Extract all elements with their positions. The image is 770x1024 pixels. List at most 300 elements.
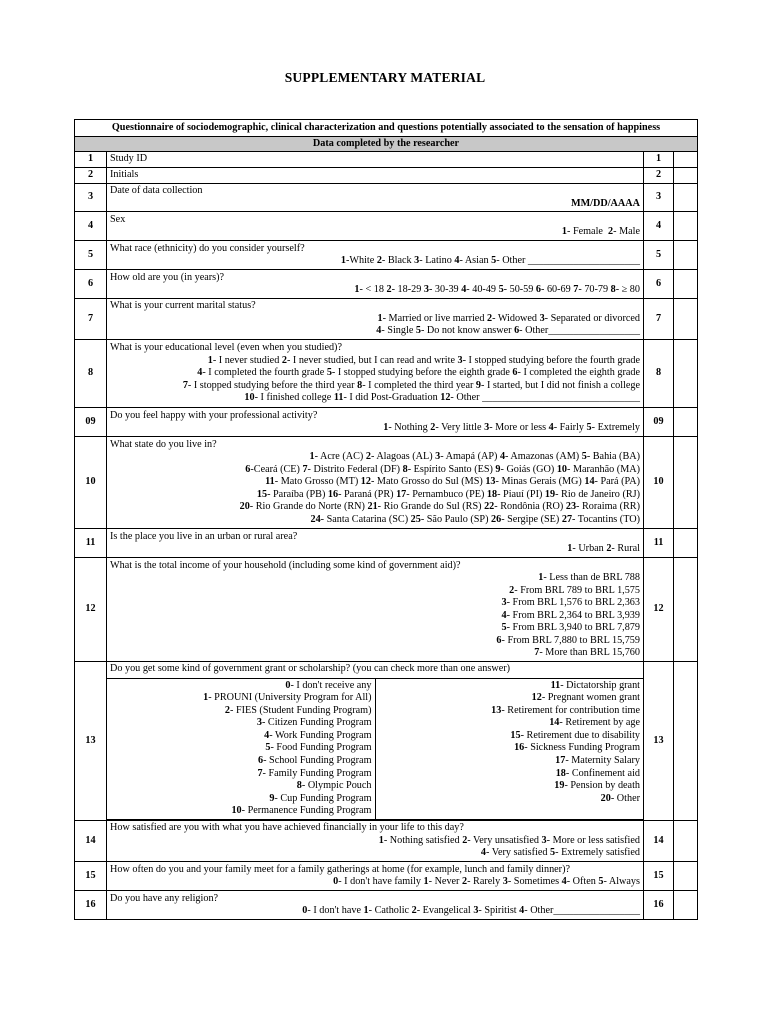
option-number: 4: [197, 367, 203, 379]
option-label: - More or less: [489, 422, 549, 433]
answer-box[interactable]: [674, 184, 698, 212]
row-number: 5: [75, 241, 107, 270]
option-number: 10: [244, 392, 255, 404]
option-number: 3: [414, 255, 420, 266]
option-label: - Cup Funding Program: [274, 792, 372, 804]
option-number: 4: [519, 905, 525, 917]
option-number: 0: [285, 679, 291, 691]
option-number: 7: [257, 767, 263, 779]
row-number: 11: [75, 529, 107, 558]
option-number: 1: [423, 876, 429, 888]
option-number: 3: [457, 354, 463, 366]
option-label: - Mato Grosso do Sul (MS): [370, 476, 486, 488]
answer-box[interactable]: [674, 437, 698, 529]
question-text: What race (ethnicity) do you consider yourself?: [110, 242, 305, 254]
option-number: 6: [512, 367, 518, 379]
option-label: - Widowed: [492, 312, 540, 324]
row-number-right: 15: [644, 862, 674, 891]
option-label: - I finished college: [254, 392, 334, 404]
option-label: - Other _______________________________: [450, 392, 640, 404]
question-text: Is the place you live in an urban or rural area?: [110, 530, 298, 542]
option-number: 2: [281, 354, 287, 366]
option-label: - Pension by death: [564, 780, 640, 792]
option-label: - ≥ 80: [615, 284, 640, 295]
option-number: 22: [484, 501, 495, 513]
row-number: 7: [75, 299, 107, 340]
option-label: - Married or live married: [382, 312, 487, 324]
option-number: 4: [499, 451, 506, 463]
option-label: - I never studied: [212, 354, 282, 366]
option-label: - Fairly: [553, 422, 587, 433]
option-number: 9: [269, 792, 275, 804]
option-label: - Sometimes: [507, 876, 562, 888]
option-label: - Rural: [611, 543, 640, 554]
option-label: - I stopped studying before the third year: [187, 379, 358, 391]
question-text: How often do you and your family meet for a family gatherings at home (for example, lunch and family dinner)?: [110, 863, 570, 875]
option-number: 1: [378, 834, 384, 846]
row-number-right: 4: [644, 212, 674, 241]
option-number: 5: [586, 422, 592, 433]
option-number: 14: [584, 476, 595, 488]
option-number: 2: [430, 422, 436, 433]
option-number: 5: [598, 876, 604, 888]
option-label: - Always: [603, 876, 640, 888]
option-label: - Amazonas (AM): [505, 451, 582, 463]
option-number: 3: [423, 284, 429, 295]
answer-options: [110, 392, 640, 405]
question-text: What is the total income of your household (including some kind of government aid)?: [110, 559, 461, 571]
option-label: - Very unsatisfied: [467, 834, 542, 846]
option-number: 4: [480, 847, 486, 859]
option-label: - Asian: [459, 255, 492, 266]
question-text: How old are you (in years)?: [110, 271, 225, 283]
option-label: - Often: [566, 876, 599, 888]
option-label: - Less than de BRL 788: [543, 572, 640, 583]
question-text: Sex: [110, 213, 126, 225]
option-label: - Other__________________: [519, 325, 640, 337]
row-number-right: 13: [644, 662, 674, 821]
option-label: - 40-49: [466, 284, 499, 295]
option-number: 1: [354, 284, 360, 295]
option-label: - Extremely: [591, 422, 640, 433]
option-number: 0: [333, 876, 339, 888]
option-number: 16: [327, 488, 339, 500]
row-number-right: 3: [644, 184, 674, 212]
option-label: - Extremely satisfied: [555, 847, 640, 859]
option-number: 20: [600, 792, 611, 804]
section-heading: Data completed by the researcher: [75, 137, 698, 152]
option-number: 0: [302, 905, 308, 917]
question-text: What is your educational level (even when you studied)?: [110, 342, 342, 354]
answer-options: [110, 284, 640, 297]
option-label: - Maternity Salary: [565, 755, 640, 767]
answer-box[interactable]: [674, 152, 698, 168]
answer-options: [110, 464, 640, 477]
list-item: [110, 692, 372, 705]
option-label: - I started, but I did not finish a college: [481, 379, 640, 391]
option-number: 5: [498, 284, 504, 295]
answer-box[interactable]: [674, 891, 698, 920]
option-number: 1: [207, 354, 213, 366]
option-label: - From BRL 1,576 to BRL 2,363: [506, 597, 640, 608]
option-number: 2: [606, 543, 612, 554]
grant-options-table: [107, 678, 643, 821]
option-label: - Permanence Funding Program: [241, 805, 372, 817]
list-item: [379, 680, 641, 693]
option-label: - Dictatorship grant: [560, 679, 640, 691]
option-number: 9: [475, 379, 481, 391]
row-number: 16: [75, 891, 107, 920]
option-label: - From BRL 3,940 to BRL 7,879: [506, 622, 640, 633]
option-label: - Single: [381, 325, 416, 337]
list-item: [379, 793, 641, 806]
option-number: 12: [360, 476, 371, 488]
option-number: 2: [486, 312, 493, 324]
question-text: Initials: [107, 168, 644, 184]
option-label: - Santa Catarina (SC): [320, 513, 411, 525]
option-number: 5: [415, 325, 421, 337]
questionnaire-table: [74, 119, 698, 920]
option-label: - I don't have family: [338, 876, 424, 888]
option-label: - Retirement by age: [559, 717, 640, 729]
option-label: - Family Funding Program: [262, 767, 372, 779]
income-options: [110, 572, 640, 660]
option-label: - Other_________________: [524, 905, 640, 917]
answer-options: [110, 380, 640, 393]
option-number: 10: [556, 463, 568, 475]
option-label: - Other: [610, 792, 640, 804]
option-label: - Retirement for contribution time: [501, 704, 640, 716]
option-label: - Rarely: [467, 876, 503, 888]
option-number: 1: [383, 422, 389, 433]
option-number: 2: [462, 876, 468, 888]
option-label: - Very little: [435, 422, 485, 433]
list-item: [110, 755, 372, 768]
option-number: 25: [410, 513, 421, 525]
option-label: - I stopped studying before the fourth grade: [462, 354, 640, 366]
row-number: 1: [75, 152, 107, 168]
answer-box[interactable]: [674, 340, 698, 408]
option-label: - Pernambuco (PE): [406, 488, 487, 500]
option-label: - From BRL 7,880 to BRL 15,759: [501, 634, 640, 646]
option-number: 5: [550, 847, 556, 859]
option-label: -Ceará (CE): [250, 463, 303, 475]
option-label: - Rio Grande do Norte (RN): [249, 501, 368, 513]
option-number: 3: [473, 905, 479, 917]
option-label: - 70-79: [578, 284, 611, 295]
row-number: 13: [75, 662, 107, 821]
row-number-right: 6: [644, 270, 674, 299]
option-label: - Rondônia (RO): [494, 501, 566, 513]
option-number: 21: [367, 501, 378, 513]
date-format: MM/DD/AAAA: [570, 197, 640, 209]
option-label: - Maranhão (MA): [567, 463, 640, 475]
row-number: 2: [75, 168, 107, 184]
option-number: 12: [440, 392, 451, 404]
list-item: [379, 717, 641, 730]
list-item: [110, 780, 372, 793]
answer-options: [110, 876, 640, 889]
option-number: 16: [514, 742, 525, 754]
option-number: 2: [509, 584, 515, 596]
option-label: - School Funding Program: [263, 755, 372, 767]
answer-options: [110, 313, 640, 326]
answer-options: [110, 514, 640, 527]
answer-options: [110, 367, 640, 380]
option-number: 1: [567, 543, 573, 554]
list-item: [110, 647, 640, 660]
question-text: What is your current marital status?: [110, 300, 256, 312]
option-label: - More than BRL 15,760: [539, 647, 640, 658]
option-label: - Never: [428, 876, 462, 888]
answer-options: [110, 325, 640, 338]
option-label: -White: [345, 255, 377, 266]
option-number: 7: [534, 647, 540, 658]
option-number: 6: [245, 463, 251, 475]
option-label: - Olympic Pouch: [301, 780, 372, 792]
answer-options: [110, 422, 640, 435]
option-number: 18: [486, 488, 498, 500]
list-item: [110, 680, 372, 693]
option-number: 7: [302, 463, 308, 475]
list-item: [110, 768, 372, 781]
option-label: - 30-39: [428, 284, 462, 295]
option-label: - FIES (Student Funding Program): [230, 704, 372, 716]
option-label: - I completed the fourth grade: [202, 367, 327, 379]
option-number: 1: [340, 255, 346, 266]
option-number: 13: [485, 476, 496, 488]
option-number: 5: [491, 255, 497, 266]
option-label: - More or less satisfied: [546, 834, 640, 846]
option-number: 1: [538, 572, 544, 583]
option-label: - 50-59: [503, 284, 536, 295]
list-item: [110, 805, 372, 818]
row-number-right: 09: [644, 408, 674, 437]
option-number: 3: [501, 597, 507, 608]
option-label: - Latino: [419, 255, 455, 266]
answer-options: [110, 451, 640, 464]
option-number: 4: [548, 422, 554, 433]
question-text: Do you have any religion?: [110, 892, 219, 904]
row-number: 6: [75, 270, 107, 299]
option-number: 3: [435, 451, 441, 463]
list-item: [379, 705, 641, 718]
option-number: 3: [256, 717, 262, 729]
option-label: - Sickness Funding Program: [524, 742, 640, 754]
option-number: 6: [258, 755, 264, 767]
option-number: 2: [411, 905, 417, 917]
option-label: - Confinement aid: [565, 767, 640, 779]
option-label: - Pará (PA): [594, 476, 640, 488]
option-number: 3: [539, 312, 545, 324]
option-label: - Alagoas (AL): [370, 451, 436, 463]
answer-box[interactable]: [674, 821, 698, 862]
row-number-right: 7: [644, 299, 674, 340]
row-number-right: 1: [644, 152, 674, 168]
answer-options: [110, 476, 640, 489]
question-text: Do you get some kind of government grant or scholarship? (you can check more than one answer): [110, 663, 511, 674]
list-item: [110, 597, 640, 610]
option-label: - PROUNI (University Program for All): [208, 692, 372, 704]
option-number: 3: [484, 422, 490, 433]
row-number-right: 14: [644, 821, 674, 862]
option-label: - Minas Gerais (MG): [495, 476, 585, 488]
option-number: 11: [550, 679, 561, 691]
row-number: 12: [75, 558, 107, 662]
row-number-right: 5: [644, 241, 674, 270]
row-number: 4: [75, 212, 107, 241]
option-number: 5: [326, 367, 332, 379]
option-number: 5: [265, 742, 271, 754]
option-label: - Paraná (PR): [338, 488, 397, 500]
list-item: [110, 585, 640, 598]
option-number: 8: [610, 284, 616, 295]
grant-options-left: [107, 678, 375, 820]
option-number: 18: [555, 767, 566, 779]
option-number: 4: [501, 609, 507, 621]
option-number: 6: [535, 284, 542, 295]
option-number: 10: [231, 805, 242, 817]
option-label: - I completed the eighth grade: [517, 367, 640, 379]
answer-box[interactable]: [674, 408, 698, 437]
option-number: 9: [495, 463, 501, 475]
option-number: 1: [203, 692, 209, 704]
row-number-right: 12: [644, 558, 674, 662]
answer-box[interactable]: [674, 529, 698, 558]
row-number: 14: [75, 821, 107, 862]
answer-options: [110, 255, 640, 268]
option-label: - I don't have: [307, 905, 364, 917]
list-item: [110, 610, 640, 623]
answer-box[interactable]: [674, 299, 698, 340]
option-label: - I completed the third year: [362, 379, 476, 391]
option-number: 26: [491, 513, 502, 525]
option-number: 17: [555, 755, 566, 767]
option-number: 27: [561, 513, 573, 525]
row-number: 8: [75, 340, 107, 408]
list-item: [110, 742, 372, 755]
option-label: - São Paulo (SP): [420, 513, 492, 525]
page-title: SUPPLEMENTARY MATERIAL: [284, 70, 486, 85]
question-text: What state do you live in?: [110, 438, 217, 450]
option-label: - Tocantins (TO): [572, 513, 640, 525]
question-text: How satisfied are you with what you have achieved financially in your life to this day?: [110, 822, 464, 834]
answer-options: [110, 835, 640, 848]
option-label: - Rio de Janeiro (RJ): [555, 488, 640, 500]
answer-box[interactable]: [674, 862, 698, 891]
option-label: - Bahia (BA): [586, 451, 640, 463]
option-number: 1: [377, 312, 383, 324]
option-number: 3: [502, 876, 508, 888]
list-item: [110, 717, 372, 730]
option-label: - 18-29: [391, 284, 424, 295]
option-label: - Distrito Federal (DF): [307, 463, 403, 475]
row-number-right: 11: [644, 529, 674, 558]
answer-box[interactable]: [674, 270, 698, 299]
option-number: 19: [554, 780, 565, 792]
option-number: 6: [514, 325, 520, 337]
option-label: - Work Funding Program: [269, 729, 372, 741]
list-item: [379, 768, 641, 781]
option-number: 8: [402, 463, 408, 475]
option-label: - Mato Grosso (MT): [274, 476, 361, 488]
option-number: 11: [333, 392, 344, 404]
row-number: 10: [75, 437, 107, 529]
option-label: - Goiás (GO): [500, 463, 557, 475]
list-item: [379, 692, 641, 705]
option-label: - Citizen Funding Program: [261, 717, 372, 729]
answer-box[interactable]: [674, 212, 698, 241]
answer-options: 1- Female 2- Male: [561, 226, 640, 237]
option-number: 4: [561, 876, 567, 888]
option-label: - Piauí (PI): [497, 488, 545, 500]
list-item: [110, 572, 640, 585]
option-number: 7: [182, 379, 188, 391]
option-number: 3: [541, 834, 547, 846]
option-label: - Urban: [572, 543, 607, 554]
option-number: 15: [256, 488, 268, 500]
option-number: 19: [544, 488, 556, 500]
question-text: Date of data collection: [110, 185, 203, 196]
option-number: 14: [549, 717, 560, 729]
row-number-right: 10: [644, 437, 674, 529]
answer-box[interactable]: [674, 241, 698, 270]
option-number: 20: [239, 501, 250, 513]
list-item: [110, 730, 372, 743]
option-label: - < 18: [359, 284, 387, 295]
option-label: - Retirement due to disability: [520, 729, 640, 741]
option-number: 1: [309, 451, 315, 463]
option-number: 12: [531, 692, 542, 704]
row-number: 15: [75, 862, 107, 891]
option-label: - Rio Grande do Sul (RS): [377, 501, 485, 513]
option-label: - Spiritist: [478, 905, 520, 917]
option-label: - Roraima (RR): [576, 501, 640, 513]
option-number: 2: [386, 284, 392, 295]
option-label: - Do not know answer: [420, 325, 515, 337]
row-number-right: 2: [644, 168, 674, 184]
option-number: 8: [296, 780, 302, 792]
option-label: - Food Funding Program: [270, 742, 372, 754]
row-number-right: 16: [644, 891, 674, 920]
option-number: 8: [357, 379, 363, 391]
grant-options-right: [375, 678, 643, 820]
answer-box[interactable]: [674, 168, 698, 184]
answer-box[interactable]: [674, 662, 698, 821]
option-label: - Evangelical: [416, 905, 474, 917]
list-item: [379, 780, 641, 793]
row-number: 09: [75, 408, 107, 437]
option-number: 2: [462, 834, 468, 846]
option-number: 24: [310, 513, 321, 525]
answer-box[interactable]: [674, 558, 698, 662]
option-number: 1: [363, 905, 369, 917]
answer-options: [110, 501, 640, 514]
option-number: 2: [224, 704, 230, 716]
option-label: - Catholic: [368, 905, 412, 917]
option-number: 2: [376, 255, 382, 266]
option-label: - Amapá (AP): [440, 451, 500, 463]
option-number: 5: [501, 622, 507, 633]
option-number: 4: [461, 284, 467, 295]
answer-options: [110, 847, 640, 860]
option-label: - Nothing: [388, 422, 431, 433]
option-number: 6: [496, 634, 502, 646]
list-item: [110, 793, 372, 806]
option-label: - From BRL 789 to BRL 1,575: [514, 584, 640, 596]
option-number: 4: [376, 325, 382, 337]
option-label: - 60-69: [541, 284, 574, 295]
